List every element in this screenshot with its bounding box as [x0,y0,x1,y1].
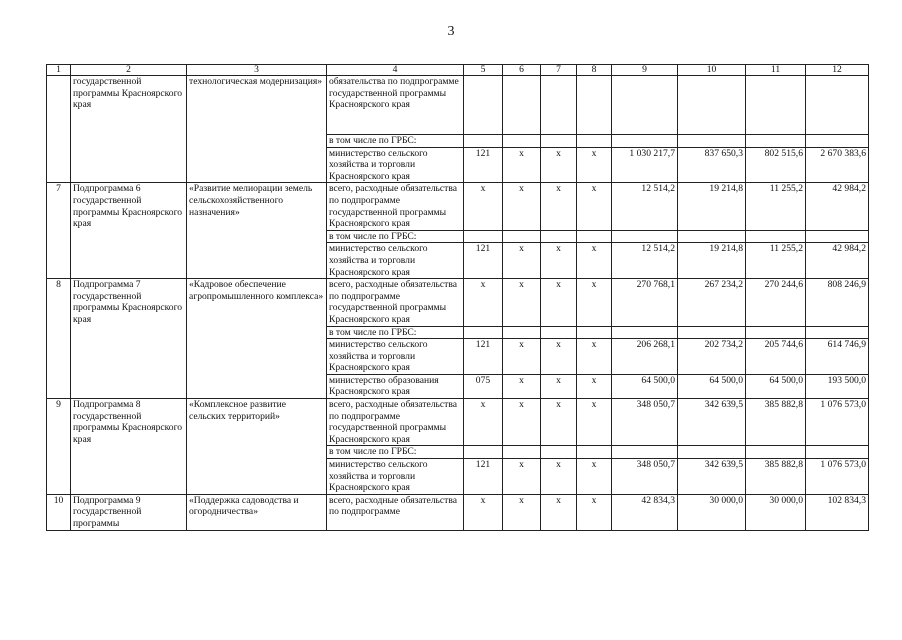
grbs-code-cell [464,76,503,135]
amount-cell: 30 000,0 [746,494,806,530]
value-cell: х [503,459,541,495]
col-header: 4 [327,65,464,76]
value-cell [541,76,577,135]
amount-cell: 342 639,5 [678,399,746,446]
value-cell: х [503,147,541,183]
amount-cell: 385 882,8 [746,459,806,495]
grbs-code-cell: х [464,494,503,530]
grbs-code-cell: х [464,399,503,446]
amount-cell: 42 834,3 [612,494,678,530]
amount-cell: 42 984,2 [806,183,869,230]
program-title-cell: технологическая модернизация» [187,76,327,183]
amount-cell: 385 882,8 [746,399,806,446]
grbs-code-cell: х [464,279,503,326]
amount-cell: 808 246,9 [806,279,869,326]
value-cell: х [577,459,612,495]
amount-cell: 348 050,7 [612,459,678,495]
description-cell: министерство сельского хозяйства и торговли Красноярского края [327,147,464,183]
program-title-cell: «Поддержка садоводства и огородничества» [187,494,327,530]
description-cell: министерство сельского хозяйства и торговли Красноярского края [327,339,464,375]
amount-cell: 270 768,1 [612,279,678,326]
amount-cell: 1 030 217,7 [612,147,678,183]
description-cell: обязательства по подпрограмме государственной программы Красноярского края [327,76,464,135]
value-cell: х [503,494,541,530]
amount-cell: 270 244,6 [746,279,806,326]
column-number-row [47,65,869,76]
row-number-cell: 10 [47,494,71,530]
row-number-cell: 7 [47,183,71,279]
value-cell: х [541,147,577,183]
value-cell: х [541,183,577,230]
value-cell: х [577,339,612,375]
amount-cell: 11 255,2 [746,243,806,279]
row-number-cell: 8 [47,279,71,399]
amount-cell: 12 514,2 [612,243,678,279]
value-cell [746,76,806,135]
col-header: 3 [187,65,327,76]
col-header: 2 [71,65,187,76]
description-cell: в том числе по ГРБС: [327,326,464,339]
amount-cell: 206 268,1 [612,339,678,375]
amount-cell: 1 076 573,0 [806,399,869,446]
amount-cell: 342 639,5 [678,459,746,495]
program-title-cell: «Кадровое обеспечение агропромышленного комплекса» [187,279,327,399]
table-row [47,76,869,135]
value-cell: х [541,339,577,375]
amount-cell: 1 076 573,0 [806,459,869,495]
amount-cell: 837 650,3 [678,147,746,183]
value-cell [612,76,678,135]
value-cell [503,76,541,135]
description-cell: всего, расходные обязательства по подпрограмме государственной программы Красноярского края [327,279,464,326]
col-header: 6 [503,65,541,76]
value-cell: х [577,243,612,279]
col-header: 8 [577,65,612,76]
col-header: 11 [746,65,806,76]
value-cell: х [541,459,577,495]
grbs-code-cell: 121 [464,339,503,375]
value-cell: х [503,399,541,446]
value-cell: х [577,374,612,398]
description-cell: в том числе по ГРБС: [327,135,464,148]
value-cell: х [541,374,577,398]
grbs-code-cell: 121 [464,147,503,183]
description-cell: всего, расходные обязательства по подпрограмме государственной программы Красноярского края [327,183,464,230]
program-cell: государственной программы Красноярского края [71,76,187,183]
value-cell: х [503,243,541,279]
table-row [47,279,869,326]
amount-cell: 64 500,0 [612,374,678,398]
col-header: 9 [612,65,678,76]
value-cell: х [577,494,612,530]
description-cell: в том числе по ГРБС: [327,446,464,459]
program-cell: Подпрограмма 6 государственной программы Красноярского края [71,183,187,279]
value-cell: х [577,279,612,326]
amount-cell: 2 670 383,6 [806,147,869,183]
value-cell [678,76,746,135]
grbs-code-cell: х [464,183,503,230]
amount-cell: 30 000,0 [678,494,746,530]
col-header: 12 [806,65,869,76]
row-number-cell: 9 [47,399,71,495]
budget-table [46,64,869,531]
value-cell: х [541,494,577,530]
value-cell: х [503,279,541,326]
value-cell: х [503,339,541,375]
table-row [47,494,869,530]
amount-cell: 19 214,8 [678,183,746,230]
page-number: 3 [447,24,455,39]
amount-cell: 267 234,2 [678,279,746,326]
program-cell: Подпрограмма 9 государственной программы [71,494,187,530]
amount-cell: 193 500,0 [806,374,869,398]
description-cell: министерство образования Красноярского края [327,374,464,398]
program-cell: Подпрограмма 8 государственной программы Красноярского края [71,399,187,495]
value-cell [806,76,869,135]
description-cell: всего, расходные обязательства по подпрограмме [327,494,464,530]
amount-cell: 12 514,2 [612,183,678,230]
description-cell: министерство сельского хозяйства и торговли Красноярского края [327,459,464,495]
program-cell: Подпрограмма 7 государственной программы Красноярского края [71,279,187,399]
description-cell: в том числе по ГРБС: [327,230,464,243]
value-cell: х [541,279,577,326]
amount-cell: 348 050,7 [612,399,678,446]
amount-cell: 614 746,9 [806,339,869,375]
amount-cell: 102 834,3 [806,494,869,530]
amount-cell: 202 734,2 [678,339,746,375]
value-cell [577,76,612,135]
value-cell: х [541,243,577,279]
value-cell: х [577,399,612,446]
grbs-code-cell: 121 [464,243,503,279]
col-header: 5 [464,65,503,76]
program-title-cell: «Комплексное развитие сельских территорий» [187,399,327,495]
value-cell: х [577,183,612,230]
value-cell: х [577,147,612,183]
grbs-code-cell: 075 [464,374,503,398]
amount-cell: 205 744,6 [746,339,806,375]
amount-cell: 802 515,6 [746,147,806,183]
table-row [47,399,869,446]
amount-cell: 42 984,2 [806,243,869,279]
amount-cell: 64 500,0 [678,374,746,398]
description-cell: министерство сельского хозяйства и торговли Красноярского края [327,243,464,279]
table-row [47,183,869,230]
value-cell: х [503,183,541,230]
value-cell: х [541,399,577,446]
program-title-cell: «Развитие мелиорации земель сельскохозяйственного назначения» [187,183,327,279]
value-cell: х [503,374,541,398]
col-header: 1 [47,65,71,76]
col-header: 7 [541,65,577,76]
grbs-code-cell: 121 [464,459,503,495]
amount-cell: 64 500,0 [746,374,806,398]
row-number-cell [47,76,71,183]
col-header: 10 [678,65,746,76]
description-cell: всего, расходные обязательства по подпрограмме государственной программы Красноярского края [327,399,464,446]
amount-cell: 19 214,8 [678,243,746,279]
amount-cell: 11 255,2 [746,183,806,230]
